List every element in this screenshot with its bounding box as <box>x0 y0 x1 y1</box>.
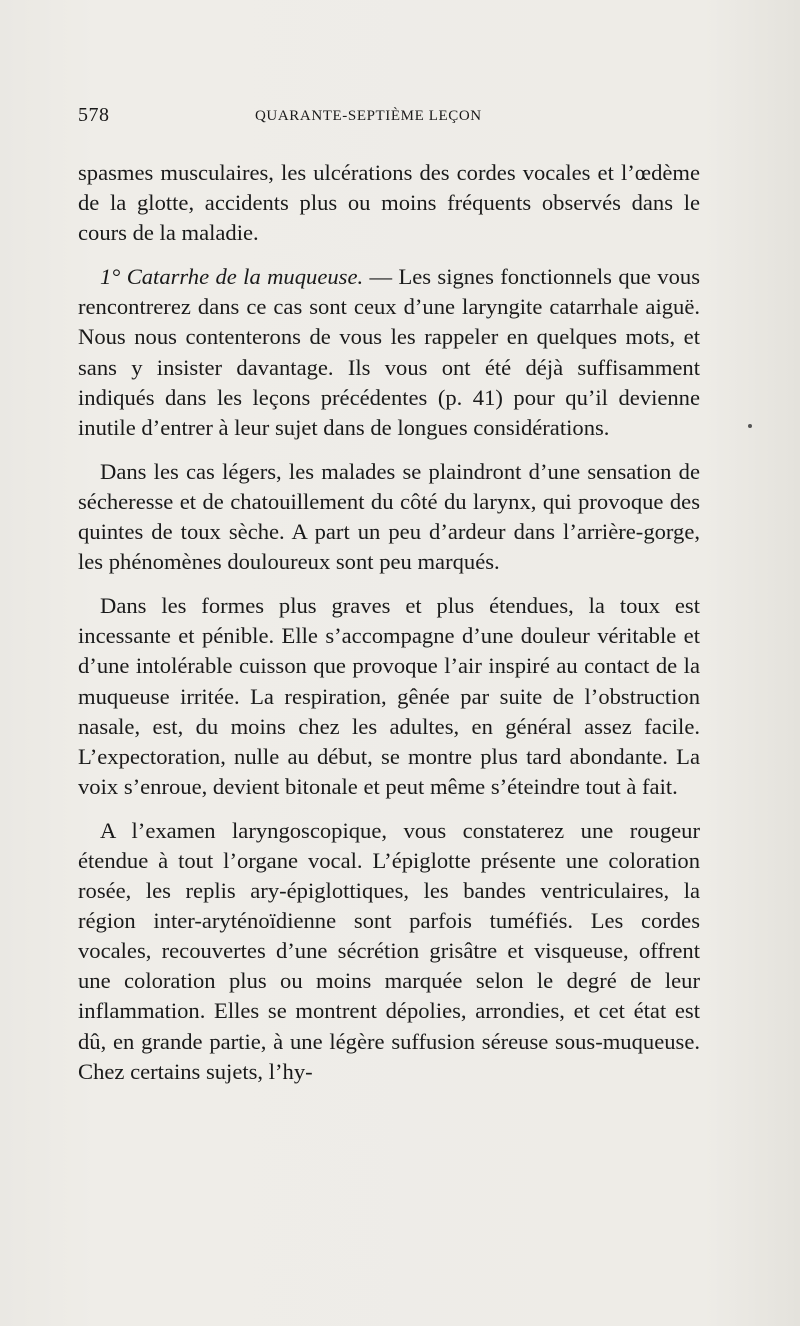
paragraph-catarrhe <box>78 262 700 443</box>
paragraph-continuation: spasmes musculaires, les ulcérations des cordes vocales et l’œdème de la glotte, accidents plus ou moins fréquents observés dans le cours de la maladie. <box>78 160 700 246</box>
paragraph-cas-legers: Dans les cas légers, les malades se plaindront d’une sensation de sécheresse et de chatouillement du côté du larynx, qui provoque des quintes de toux sèche. A part un peu d’ardeur dans l’arrière-gorge, les phénomènes douloureux sont peu marqués. <box>78 458 700 575</box>
ink-speck <box>748 424 752 428</box>
page-header <box>78 104 718 134</box>
paragraph-formes-graves: Dans les formes plus graves et plus étendues, la toux est incessante et pénible. Elle s’accompagne d’une douleur véritable et d’une intolérable cuisson que provoque l’air inspiré au contact de la muqueuse irritée. La respiration, gênée par suite de l’obstruction nasale, est, du moins chez les adultes, en général assez facile. L’expectoration, nulle au début, se montre plus tard abondante. La voix s’enroue, devient bitonale et peut même s’éteindre tout à fait. <box>78 593 700 799</box>
paragraph-catarrhe-body: — Les signes fonctionnels que vous rencontrerez dans ce cas sont ceux d’une laryngite catarrhale aiguë. Nous nous contenterons de vous les rappeler en quelques mots, et sans y insister davantage. Ils vous ont été déjà suffisamment indiqués dans les leçons précédentes (p. 41) pour qu’il devienne inutile d’entrer à leur sujet dans de longues considérations. <box>78 264 700 440</box>
section-heading-catarrhe: 1° Catarrhe de la muqueuse. <box>100 264 364 290</box>
running-title: QUARANTE-SEPTIÈME LEÇON <box>255 108 482 124</box>
paragraph-examen-laryngoscopique: A l’examen laryngoscopique, vous constaterez une rougeur étendue à tout l’organe vocal. L’épiglotte présente une coloration rosée, les replis ary-épiglottiques, les bandes ventriculaires, la région inter-aryténoïdienne sont parfois tuméfiés. Les cordes vocales, recouvertes d’une sécrétion grisâtre et visqueuse, offrent une coloration plus ou moins marquée selon le degré de leur inflammation. Elles se montrent dépolies, arrondies, et cet état est dû, en grande partie, à une légère suffusion séreuse sous-muqueuse. Chez certains sujets, l’hy- <box>78 817 700 1084</box>
page-number: 578 <box>78 104 110 126</box>
body-text <box>78 158 700 1087</box>
